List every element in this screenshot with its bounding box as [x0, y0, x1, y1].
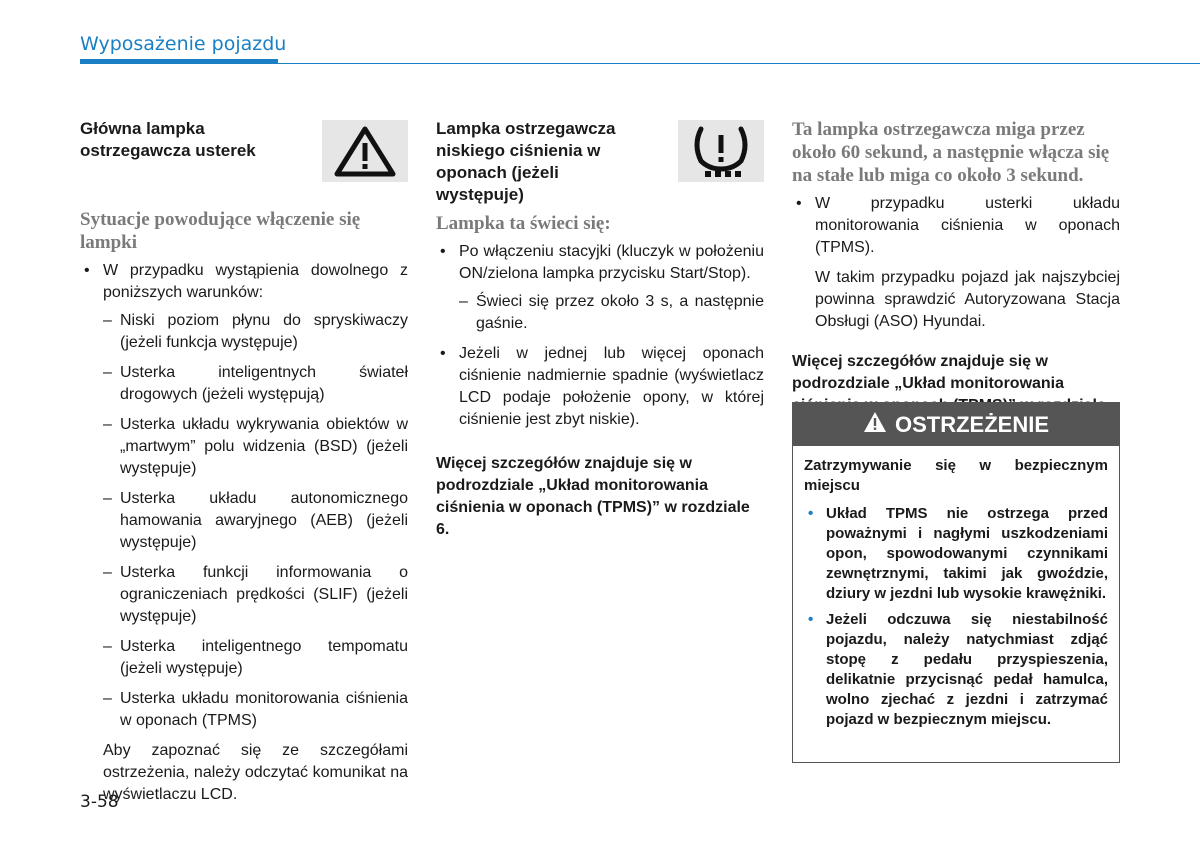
list-item: – Usterka układu autonomicznego hamowania awaryjnego (AEB) (jeżeli występuje)	[103, 488, 408, 554]
section-header: Wyposażenie pojazdu	[80, 33, 287, 55]
list-item: • Układ TPMS nie ostrzega przed poważnymi i nagłymi uszkodzeniami opon, spowodowanymi czynnikami zewnętrznymi, takimi jak gwoździe, dziury w jezdni lub wysokie krawężniki.	[804, 504, 1108, 604]
list-item: • W przypadku usterki układu monitorowania ciśnienia w oponach (TPMS).	[792, 193, 1120, 259]
warning-header	[793, 403, 1119, 446]
malfunction-reference: Więcej szczegółów znajduje się w podrozdziale „Układ monitorowania	[792, 353, 1065, 392]
aso-note: W takim przypadku pojazd jak najszybciej powinna sprawdzić Autoryzowana Stacja Obsługi (ASO) Hyundai.	[815, 269, 1120, 330]
column-main-warning	[80, 118, 408, 814]
list-item: • Jeżeli odczuwa się niestabilność pojazdu, należy natychmiast zdjąć stopę z pedału przyspieszenia, delikatnie przycisnąć pedał hamulca, wolno zjechać z jezdni i zatrzymać pojazd w bezpiecznym miejscu.	[804, 610, 1108, 730]
tpms-subhead: Lampka ta świeci się:	[436, 213, 611, 234]
list-item: • Jeżeli w jednej lub więcej oponach ciśnienie nadmiernie spadnie (wyświetlacz LCD podaje położenie opony, w której ciśnienie jest zbyt niskie).	[436, 343, 764, 431]
tire-pressure-icon	[678, 120, 764, 182]
main-warning-subhead: Sytuacje powodujące włączenie się lampki	[80, 209, 361, 253]
tpms-title: Lampka ostrzegawcza niskiego ciśnienia w oponach (jeżeli występuje)	[436, 119, 616, 204]
warning-heading: OSTRZEŻENIE	[894, 411, 1049, 437]
header-rule	[80, 63, 1200, 64]
page-number: 3-58	[80, 792, 119, 812]
bullet-text: Po włączeniu stacyjki (kluczyk w położeniu ON/zielona lampka przycisku Start/Stop).	[459, 243, 764, 282]
column-tpms-warning	[436, 118, 764, 541]
list-item: – Usterka inteligentnego tempomatu (jeżeli występuje)	[103, 636, 408, 680]
list-item	[436, 241, 764, 335]
warning-triangle-icon	[322, 120, 408, 182]
lcd-note: Aby zapoznać się ze szczegółami ostrzeżenia, należy odczytać komunikat na wyświetlaczu LCD.	[103, 742, 408, 803]
main-warning-title: Główna lampka ostrzegawcza usterek	[80, 119, 256, 160]
warning-triangle-icon	[863, 411, 887, 439]
list-item: – Świeci się przez około 3 s, a następnie gaśnie.	[459, 291, 764, 335]
list-item: – Usterka funkcji informowania o ograniczeniach prędkości (SLIF) (jeżeli występuje)	[103, 562, 408, 628]
list-item: – Usterka inteligentnych świateł drogowych (jeżeli występują)	[103, 362, 408, 406]
malfunction-subhead: Ta lampka ostrzegawcza miga przez około 60 sekund, a następnie włącza się na stałe lub miga co około 3 sekund.	[792, 119, 1110, 186]
bullet-text: W przypadku wystąpienia dowolnego z poniższych warunków:	[103, 262, 408, 301]
column-tpms-malfunction	[792, 118, 1120, 439]
list-item: – Usterka układu wykrywania obiektów w „martwym” polu widzenia (BSD) (jeżeli występuje)	[103, 414, 408, 480]
list-item	[80, 260, 408, 806]
tpms-reference: Więcej szczegółów znajduje się w podrozdziale „Układ monitorowania ciśnienia w oponach (TPMS)” w rozdziale 6.	[436, 455, 750, 538]
list-item: – Niski poziom płynu do spryskiwaczy (jeżeli funkcja występuje)	[103, 310, 408, 354]
list-item: – Usterka układu monitorowania ciśnienia w oponach (TPMS)	[103, 688, 408, 732]
warning-box	[792, 402, 1120, 763]
warning-title: Zatrzymywanie się w bezpiecznym miejscu	[804, 457, 1108, 494]
